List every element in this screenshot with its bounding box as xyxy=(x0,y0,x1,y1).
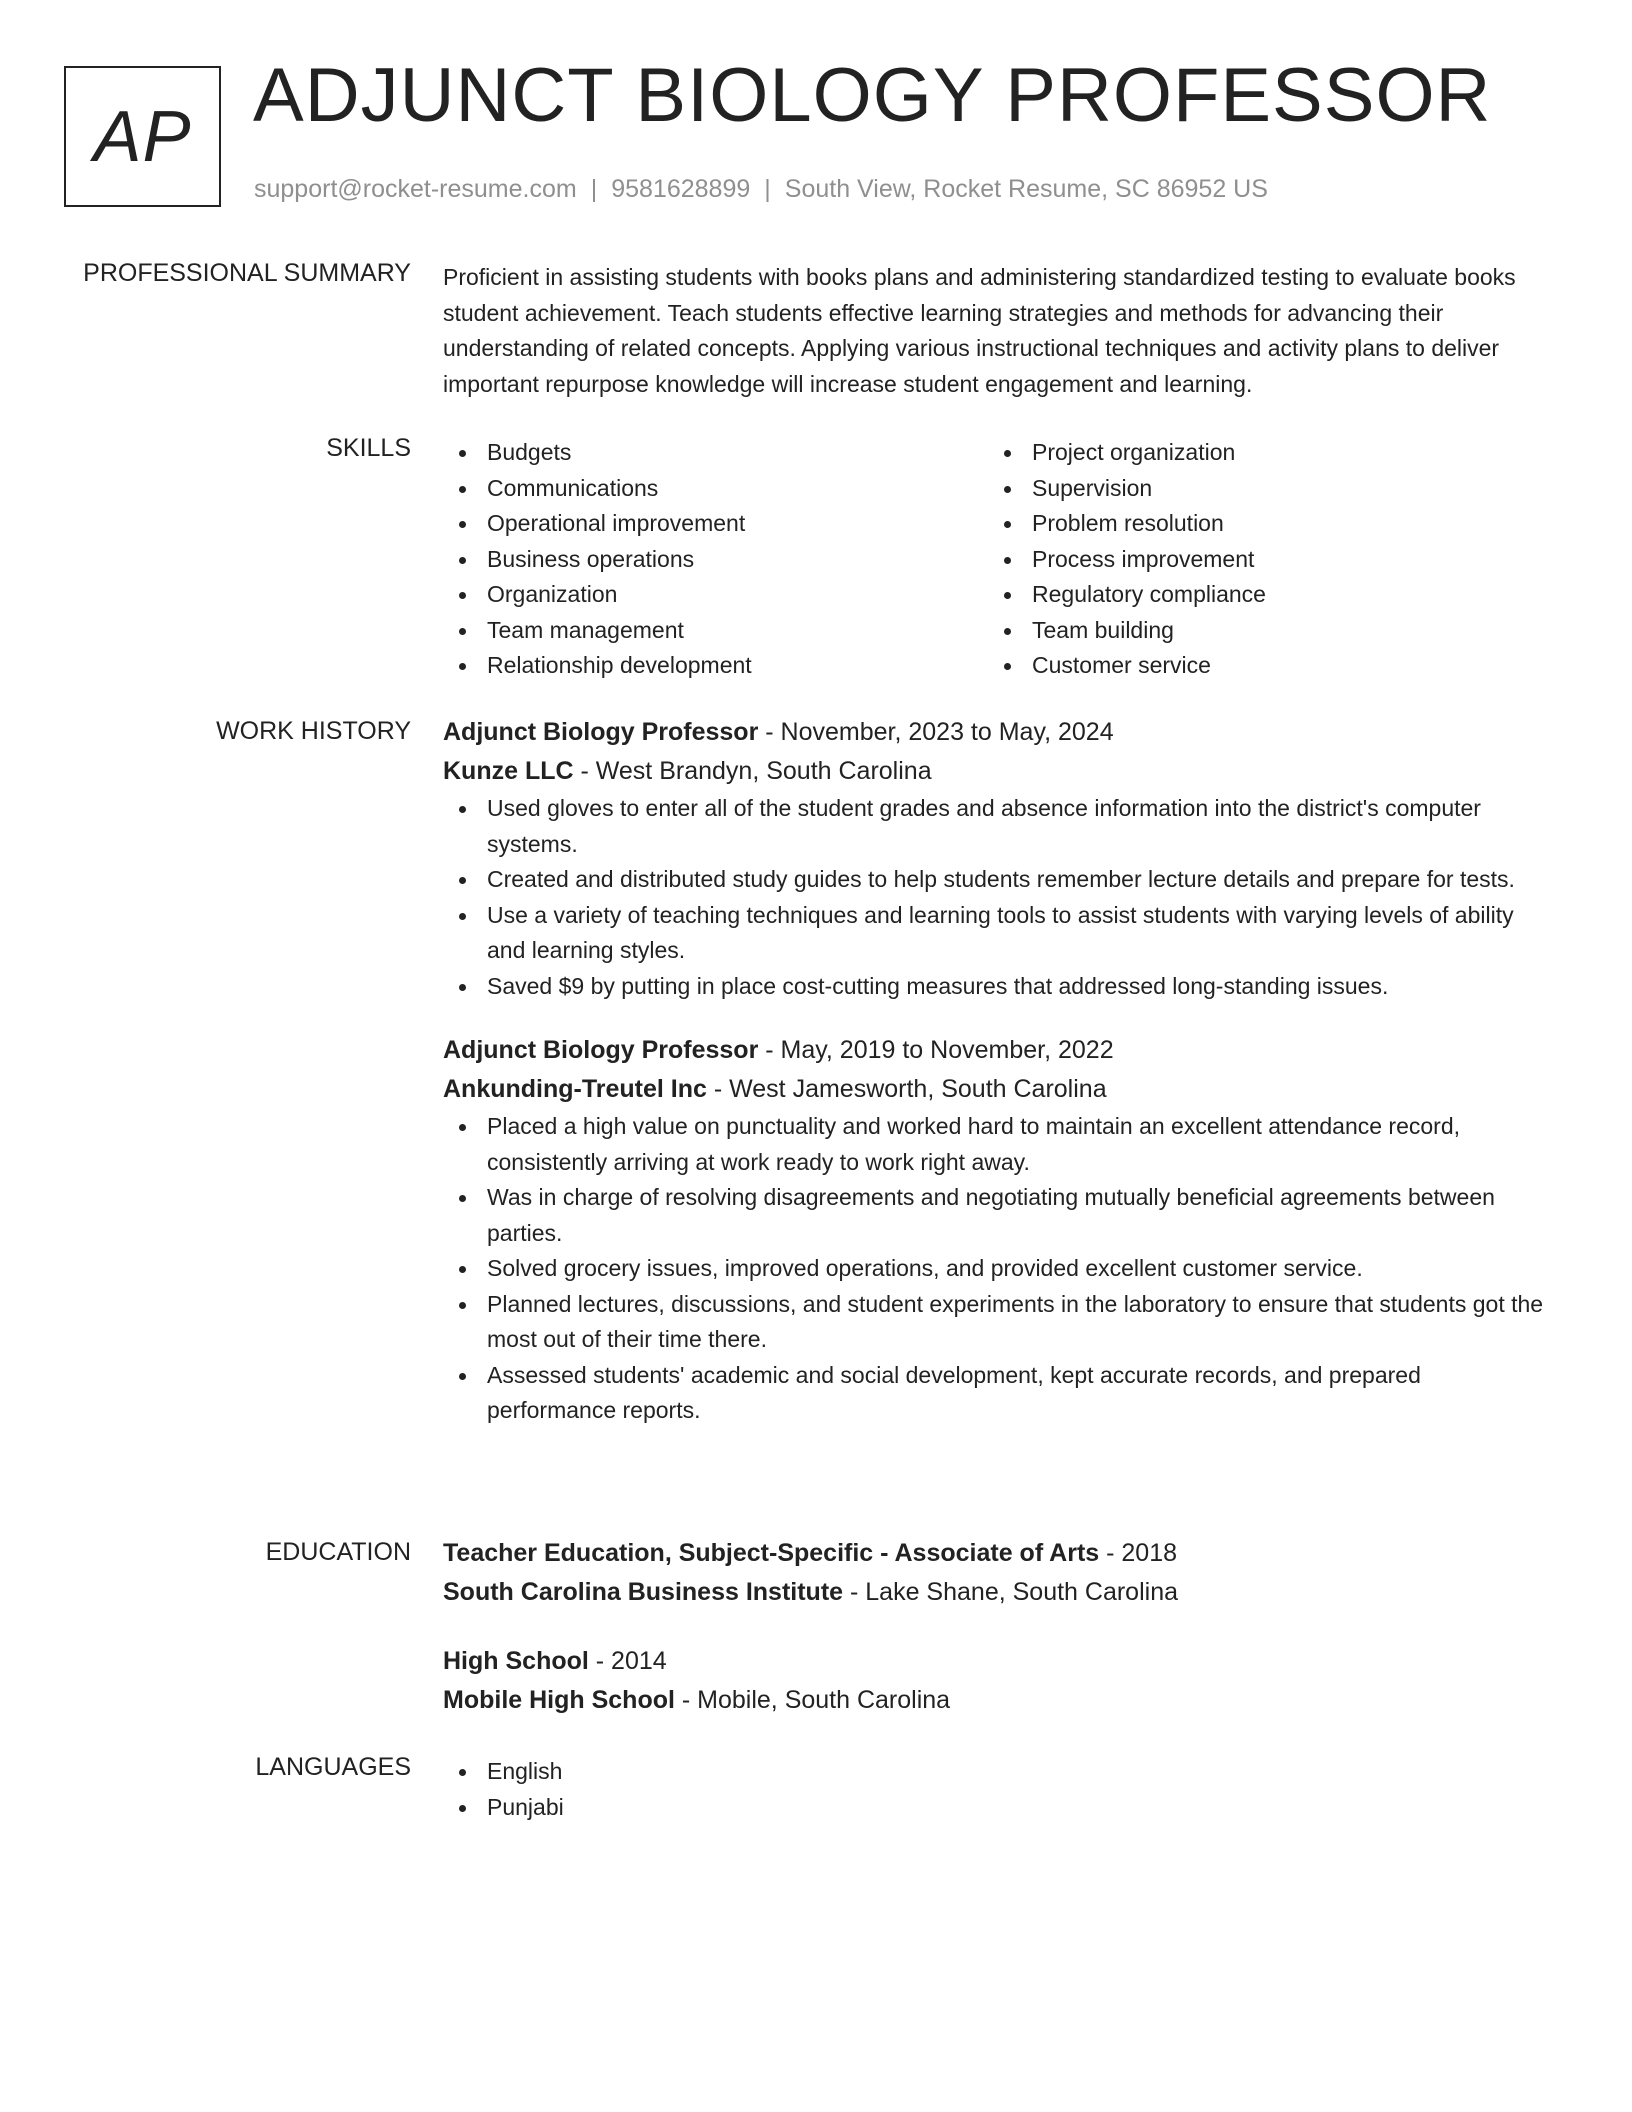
skill-item: Project organization xyxy=(988,435,1533,471)
education-school-line xyxy=(443,1573,1543,1612)
job-company-line xyxy=(443,752,1543,791)
job-bullet: Placed a high value on punctuality and worked hard to maintain an excellent attendance record, consistently arriving at work ready to work right away. xyxy=(443,1109,1547,1180)
contact-line xyxy=(254,175,1268,204)
resume-title: ADJUNCT BIOLOGY PROFESSOR xyxy=(253,53,1492,138)
education-degree-line xyxy=(443,1534,1543,1573)
education-year: - 2014 xyxy=(588,1647,667,1675)
contact-address: South View, Rocket Resume, SC 86952 US xyxy=(784,175,1268,203)
job-entry xyxy=(443,713,1543,1004)
education-year: - 2018 xyxy=(1099,1539,1178,1567)
skill-item: Operational improvement xyxy=(443,506,988,542)
skill-item: Relationship development xyxy=(443,648,988,684)
skill-item: Budgets xyxy=(443,435,988,471)
job-bullet: Assessed students' academic and social development, kept accurate records, and prepared performance reports. xyxy=(443,1358,1547,1429)
job-title-line xyxy=(443,713,1543,752)
skill-item: Team management xyxy=(443,613,988,649)
job-bullets xyxy=(443,791,1543,1004)
skill-item: Regulatory compliance xyxy=(988,577,1533,613)
skills-list-left xyxy=(443,435,988,684)
job-entry xyxy=(443,1031,1543,1429)
skill-item: Customer service xyxy=(988,648,1533,684)
education-degree: Teacher Education, Subject-Specific - Associate of Arts xyxy=(443,1539,1100,1567)
job-title: Adjunct Biology Professor xyxy=(443,1036,759,1064)
job-bullet: Solved grocery issues, improved operations, and provided excellent customer service. xyxy=(443,1251,1547,1287)
skill-item: Organization xyxy=(443,577,988,613)
job-bullet: Used gloves to enter all of the student grades and absence information into the district's computer systems. xyxy=(443,791,1547,862)
languages-list xyxy=(443,1754,1543,1825)
job-dates: - November, 2023 to May, 2024 xyxy=(758,718,1114,746)
education-school: South Carolina Business Institute xyxy=(443,1578,844,1606)
summary-text: Proficient in assisting students with books plans and administering standardized testing to evaluate books student achievement. Teach students effective learning strategies and methods for advancing their understanding of related concepts. Applying various instructional techniques and activity plans to deliver important repurpose knowledge will increase student engagement and learning. xyxy=(443,264,1516,397)
job-bullet: Use a variety of teaching techniques and learning tools to assist students with varying levels of ability and learning styles. xyxy=(443,898,1547,969)
job-bullet: Created and distributed study guides to help students remember lecture details and prepare for tests. xyxy=(443,862,1547,898)
job-dates: - May, 2019 to November, 2022 xyxy=(758,1036,1114,1064)
language-item: English xyxy=(443,1754,1543,1790)
job-company: Ankunding-Treutel Inc xyxy=(443,1075,707,1103)
contact-separator: | xyxy=(590,175,598,203)
contact-email: support@rocket-resume.com xyxy=(254,175,577,203)
education-degree: High School xyxy=(443,1647,589,1675)
summary-heading: PROFESSIONAL SUMMARY xyxy=(83,259,411,287)
language-item: Punjabi xyxy=(443,1790,1543,1826)
education-entry xyxy=(443,1534,1543,1612)
education-location: - Mobile, South Carolina xyxy=(674,1686,951,1714)
skill-item: Problem resolution xyxy=(988,506,1533,542)
skill-item: Process improvement xyxy=(988,542,1533,578)
job-title: Adjunct Biology Professor xyxy=(443,718,759,746)
education-school-line xyxy=(443,1681,1543,1720)
job-title-line xyxy=(443,1031,1543,1070)
job-location: - West Brandyn, South Carolina xyxy=(573,757,932,785)
education-entry xyxy=(443,1642,1543,1720)
job-bullet: Planned lectures, discussions, and student experiments in the laboratory to ensure that students got the most out of their time there. xyxy=(443,1287,1547,1358)
skill-item: Team building xyxy=(988,613,1533,649)
job-location: - West Jamesworth, South Carolina xyxy=(706,1075,1107,1103)
skill-item: Communications xyxy=(443,471,988,507)
job-bullets xyxy=(443,1109,1543,1429)
job-company: Kunze LLC xyxy=(443,757,574,785)
monogram-box xyxy=(64,66,221,207)
skills-list-right xyxy=(988,435,1533,684)
contact-separator: | xyxy=(764,175,771,203)
education-school: Mobile High School xyxy=(443,1686,675,1714)
skill-item: Business operations xyxy=(443,542,988,578)
job-company-line xyxy=(443,1070,1543,1109)
job-bullet: Saved $9 by putting in place cost-cutting measures that addressed long-standing issues. xyxy=(443,969,1547,1005)
skill-item: Supervision xyxy=(988,471,1533,507)
monogram-initials: AP xyxy=(93,96,192,177)
work-history-heading: WORK HISTORY xyxy=(216,717,411,745)
skills-heading: SKILLS xyxy=(326,434,411,462)
job-bullet: Was in charge of resolving disagreements and negotiating mutually beneficial agreements between parties. xyxy=(443,1180,1547,1251)
languages-heading: LANGUAGES xyxy=(255,1753,411,1781)
education-heading: EDUCATION xyxy=(265,1538,411,1566)
education-degree-line xyxy=(443,1642,1543,1681)
education-location: - Lake Shane, South Carolina xyxy=(843,1578,1178,1606)
contact-phone: 9581628899 xyxy=(611,175,751,203)
